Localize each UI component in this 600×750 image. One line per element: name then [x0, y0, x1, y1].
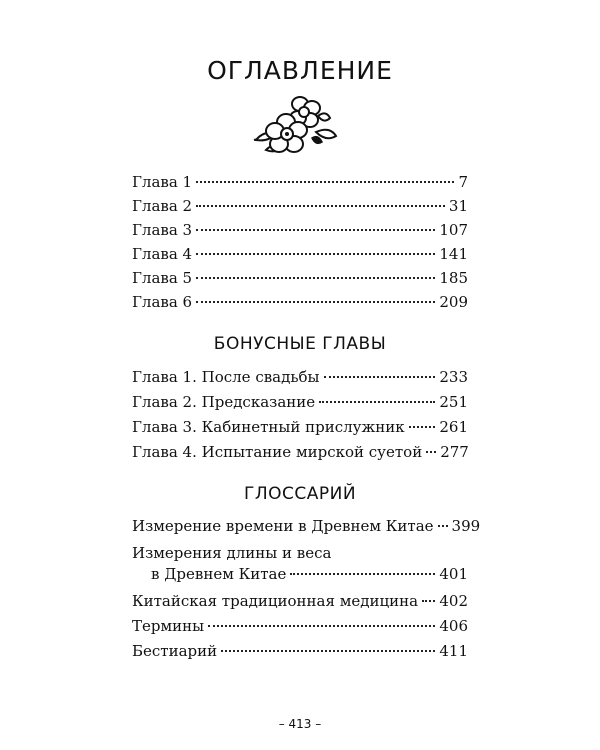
toc-entry-glossary-terms[interactable] — [132, 617, 468, 641]
dot-leader — [409, 426, 436, 428]
toc-entry-chapter-1[interactable] — [132, 173, 468, 197]
toc-entry-label: Глава 4 — [132, 245, 193, 263]
toc-entry-label: Глава 3 — [132, 221, 193, 239]
flower-ornament-icon — [246, 92, 342, 162]
toc-entry-page: 31 — [448, 197, 468, 215]
dot-leader — [196, 277, 435, 279]
toc-entry-chapter-2[interactable] — [132, 197, 468, 221]
toc-entry-page: 406 — [439, 617, 468, 635]
dot-leader — [438, 525, 448, 527]
toc-entry-bonus-4[interactable] — [132, 443, 468, 467]
toc-entry-label: Глава 2. Предсказание — [132, 393, 316, 411]
toc-entry-chapter-5[interactable] — [132, 269, 468, 293]
bonus-section-heading: БОНУСНЫЕ ГЛАВЫ — [213, 334, 387, 354]
toc-entry-label: Измерение времени в Древнем Китае — [132, 517, 434, 535]
dot-leader — [196, 301, 435, 303]
toc-entry-glossary-time[interactable] — [132, 517, 481, 541]
toc-entry-chapter-6[interactable] — [132, 293, 468, 317]
dot-leader — [319, 401, 435, 403]
page-number: – 413 – — [278, 717, 322, 731]
dot-leader — [208, 625, 435, 627]
toc-entry-label: Глава 6 — [132, 293, 193, 311]
toc-entry-bonus-1[interactable] — [132, 368, 468, 392]
toc-entry-chapter-4[interactable] — [132, 245, 468, 269]
toc-entry-label: в Древнем Китае — [151, 565, 287, 583]
glossary-section-heading: ГЛОССАРИЙ — [243, 484, 357, 504]
dot-leader — [290, 573, 435, 575]
toc-entry-label: Глава 5 — [132, 269, 193, 287]
dot-leader — [426, 451, 436, 453]
toc-entry-page: 209 — [439, 293, 468, 311]
toc-entry-glossary-medicine[interactable] — [132, 592, 468, 616]
toc-entry-label: Китайская традиционная медицина — [132, 592, 419, 610]
dot-leader — [196, 181, 454, 183]
toc-entry-chapter-3[interactable] — [132, 221, 468, 245]
toc-entry-page: 399 — [451, 517, 481, 535]
toc-entry-label: Глава 3. Кабинетный прислужник — [132, 418, 405, 436]
toc-entry-label-line1[interactable]: Измерения длины и веса — [132, 544, 332, 562]
toc-entry-page: 233 — [439, 368, 468, 386]
toc-entry-bonus-3[interactable] — [132, 418, 468, 442]
toc-entry-page: 261 — [439, 418, 468, 436]
dot-leader — [221, 650, 435, 652]
toc-entry-label: Глава 1. После свадьбы — [132, 368, 320, 386]
toc-entry-page: 401 — [439, 565, 468, 583]
toc-entry-page: 277 — [440, 443, 469, 461]
dot-leader — [196, 229, 435, 231]
toc-entry-page: 402 — [439, 592, 468, 610]
toc-entry-glossary-measures[interactable] — [151, 565, 468, 589]
toc-entry-page: 141 — [439, 245, 468, 263]
toc-entry-page: 107 — [439, 221, 468, 239]
toc-entry-page: 185 — [439, 269, 468, 287]
toc-entry-bonus-2[interactable] — [132, 393, 468, 417]
toc-entry-page: 251 — [439, 393, 468, 411]
dot-leader — [324, 376, 436, 378]
toc-entry-label: Глава 2 — [132, 197, 193, 215]
toc-entry-label: Термины — [132, 617, 205, 635]
toc-entry-glossary-bestiary[interactable] — [132, 642, 468, 666]
dot-leader — [196, 253, 435, 255]
toc-entry-page: 411 — [439, 642, 468, 660]
toc-entry-label: Глава 1 — [132, 173, 193, 191]
page-title: ОГЛАВЛЕНИЕ — [207, 56, 393, 85]
dot-leader — [422, 600, 435, 602]
toc-entry-label: Бестиарий — [132, 642, 218, 660]
dot-leader — [196, 205, 445, 207]
toc-entry-page: 7 — [458, 173, 468, 191]
toc-entry-label: Глава 4. Испытание мирской суетой — [132, 443, 423, 461]
